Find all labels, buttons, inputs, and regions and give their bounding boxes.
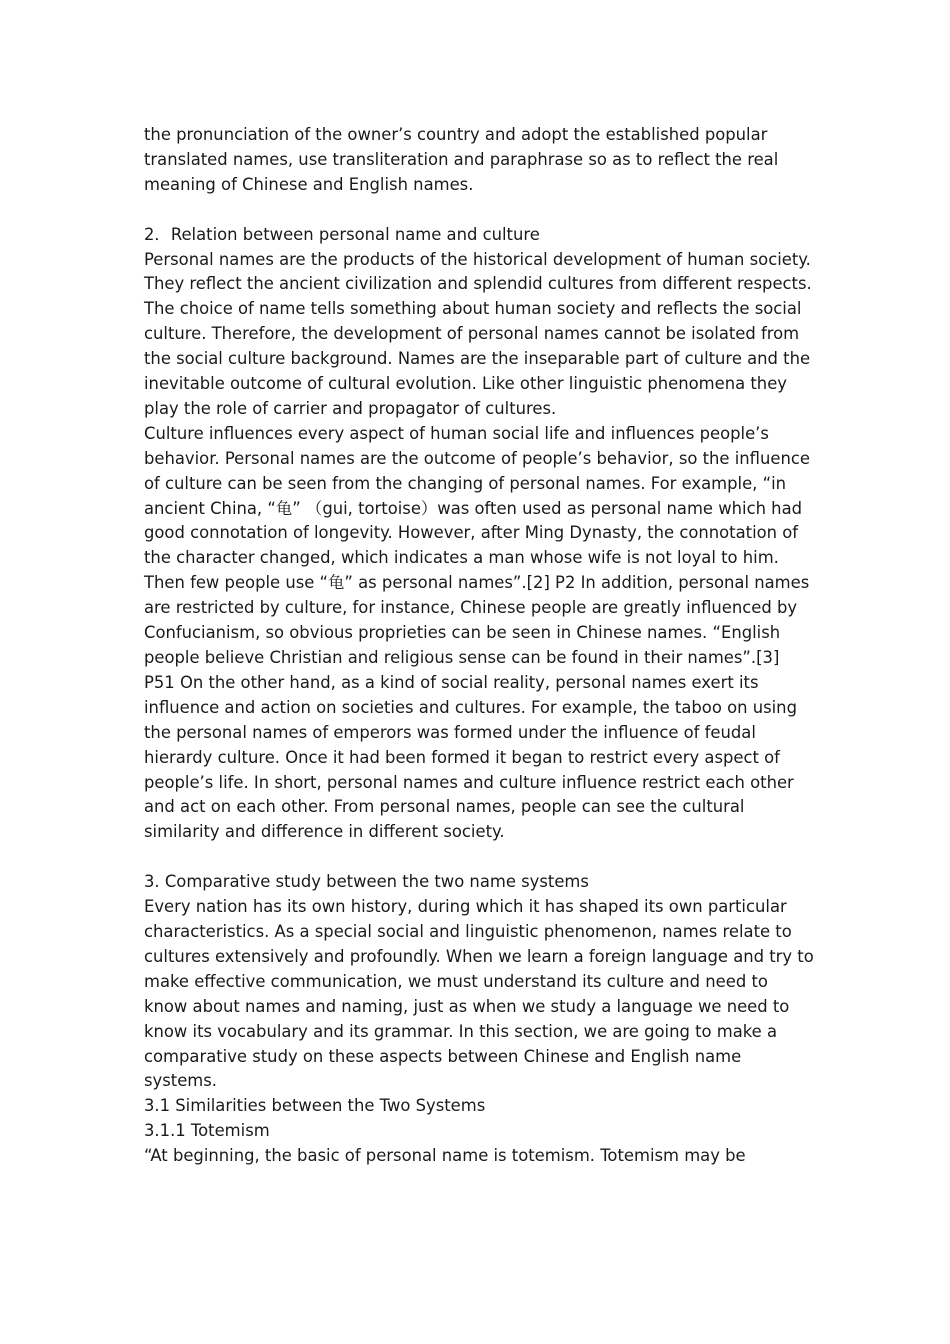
section-2-heading: 2．Relation between personal name and culture bbox=[144, 224, 540, 244]
paragraph-spacer bbox=[144, 845, 814, 870]
document-page bbox=[144, 123, 814, 1169]
section-3-paragraph-2: “At beginning, the basic of personal name is totemism. Totemism may be bbox=[144, 1146, 746, 1166]
section-2-paragraph-1: Personal names are the products of the historical development of human society. They reflect the ancient civilization and splendid cultures from different respects. The choice of name tells something about human society and reflects the social culture. Therefore, the development of personal names cannot be isolated from the social culture background. Names are the inseparable part of culture and the inevitable outcome of cultural evolution. Like other linguistic phenomena they play the role of carrier and propagator of cultures. bbox=[144, 249, 812, 418]
section-2-paragraph-2: Culture influences every aspect of human social life and influences people’s behavior. Personal names are the outcome of people’s behavior, so the influence of culture can be seen from the changing of personal names. For example, “in ancient China, “龟” （gui, tortoise）was often used as personal name which had good connotation of longevity. However, after Ming Dynasty, the connotation of the character changed, which indicates a man whose wife is not loyal to him. Then few people use “龟” as personal names”.[2] P2 In addition, personal names are restricted by culture, for instance, Chinese people are greatly influenced by Confucianism, so obvious proprieties can be seen in Chinese names. “English people believe Christian and religious sense can be found in their names”.[3] P51 On the other hand, as a kind of social reality, personal names exert its influence and action on societies and cultures. For example, the taboo on using the personal names of emperors was formed under the influence of feudal hierardy culture. Once it had been formed it began to restrict every aspect of people’s life. In short, personal names and culture influence restrict each other and act on each other. From personal names, people can see the cultural similarity and difference in different society. bbox=[144, 423, 810, 842]
subheading-3-1: 3.1 Similarities between the Two Systems bbox=[144, 1096, 486, 1116]
subheading-3-1-1: 3.1.1 Totemism bbox=[144, 1121, 270, 1141]
intro-paragraph: the pronunciation of the owner’s country and adopt the established popular translated names, use transliteration and paraphrase so as to reflect the real meaning of Chinese and English names. bbox=[144, 125, 779, 194]
paragraph-spacer bbox=[144, 198, 814, 223]
section-3-paragraph-1: Every nation has its own history, during which it has shaped its own particular characteristics. As a special social and linguistic phenomenon, names relate to cultures extensively and profoundly. When we learn a foreign language and try to make effective communication, we must understand its culture and need to know about names and naming, just as when we study a language we need to know its vocabulary and its grammar. In this section, we are going to make a comparative study on these aspects between Chinese and English name systems. bbox=[144, 897, 814, 1091]
section-3-heading: 3. Comparative study between the two name systems bbox=[144, 872, 589, 892]
